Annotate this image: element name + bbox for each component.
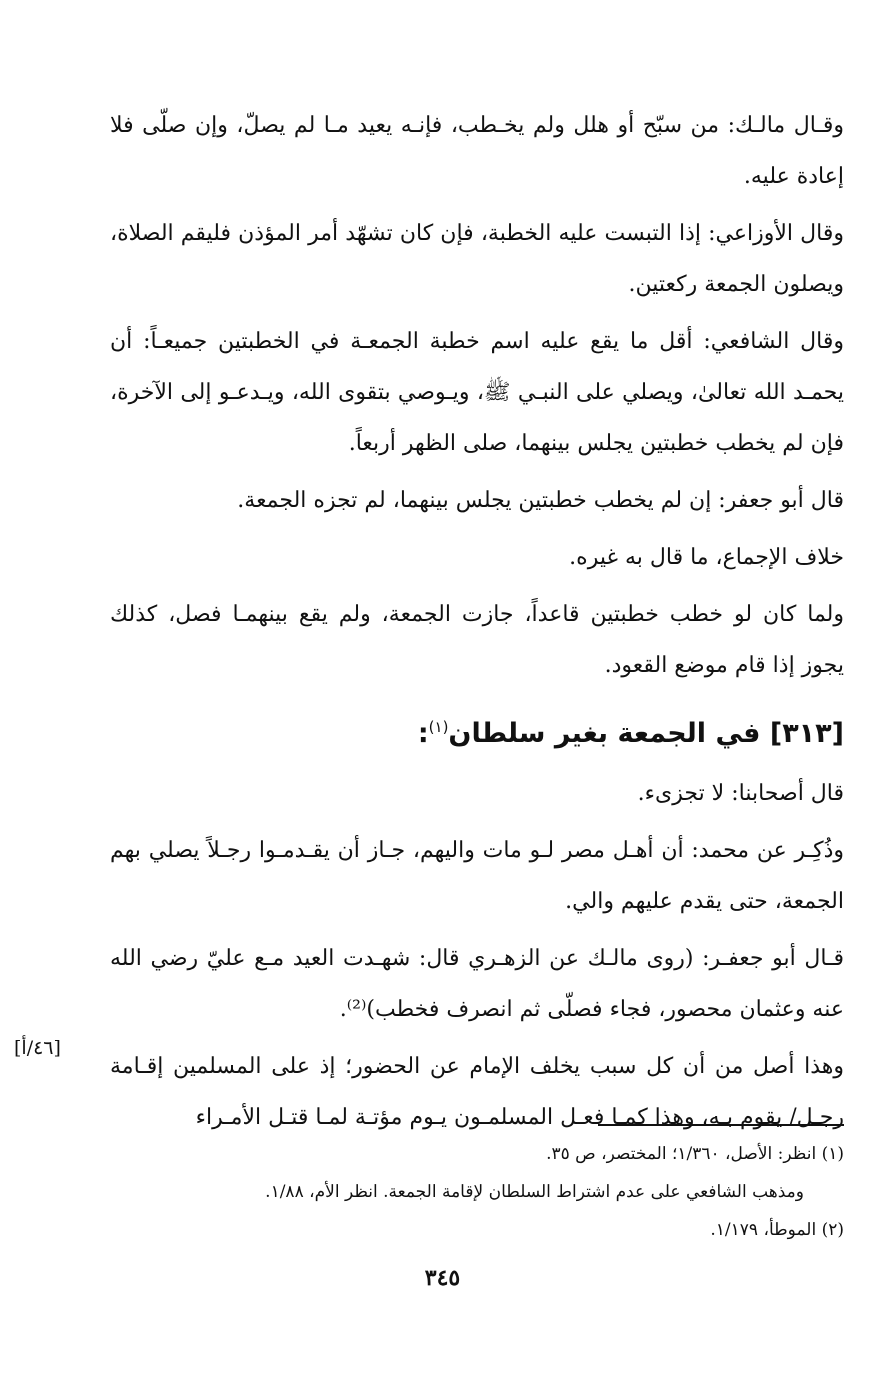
heading-footnote-ref: (١) xyxy=(428,718,449,736)
footnote-divider xyxy=(598,1124,844,1126)
footnote-2: (٢) الموطأ، ١/١٧٩. xyxy=(710,1220,844,1240)
heading-suffix: : xyxy=(417,718,429,749)
paragraph-sitting: ولما كان لو خطب خطبتين قاعداً، جازت الجمعة، ولم يقع بينهمـا فصل، كذلك يجوز إذا قام موضع القعود. xyxy=(110,602,844,678)
section-number: [٣١٣] xyxy=(769,718,844,749)
paragraph-abu-jafar: قال أبو جعفر: إن لم يخطب خطبتين يجلس بينهما، لم تجزه الجمعة. xyxy=(237,488,844,513)
paragraph-principle: وهذا أصل من أن كل سبب يخلف الإمام عن الحضور؛ إذ على المسلمين إقـامة رجـل/ يقوم بـه، وهذا كمـا فعـل المسلمـون يـوم مؤتـة لمـا قتـل الأمـراء xyxy=(110,1054,844,1130)
paragraph-ashabuna: قال أصحابنا: لا تجزىء. xyxy=(637,781,844,806)
paragraph-malik: وقـال مالـك: من سبّح أو هلل ولم يخـطب، فإنـه يعيد مـا لم يصلّ، وإن صلّى فلا إعادة عليه. xyxy=(110,113,844,189)
paragraph-ijma: خلاف الإجماع، ما قال به غيره. xyxy=(569,545,844,570)
footnote-1-continuation: ومذهب الشافعي على عدم اشتراط السلطان لإقامة الجمعة. انظر الأم، ١/٨٨. xyxy=(265,1182,804,1202)
paragraph-awzai: وقال الأوزاعي: إذا التبست عليه الخطبة، فإن كان تشهّد أمر المؤذن فليقم الصلاة، ويصلون الجمعة ركعتين. xyxy=(110,221,844,297)
main-text xyxy=(110,100,844,1149)
paragraph-zuhri: قـال أبو جعفـر: (روى مالـك عن الزهـري قال: شهـدت العيد مـع عليّ رضي الله عنه وعثمان محصور، فجاء فصلّى ثم انصرف فخطب)⁽²⁾. xyxy=(110,946,844,1022)
page-number: ٣٤٥ xyxy=(424,1265,461,1291)
footnotes xyxy=(110,1135,844,1249)
section-heading xyxy=(110,701,844,760)
paragraph-shafii: وقال الشافعي: أقل ما يقع عليه اسم خطبة الجمعـة في الخطبتين جميعـاً: أن يحمـد الله تعالىٰ، ويصلي على النبـي ﷺ، ويـوصي بتقوى الله، ويـدعـو إلى الآخرة، فإن لم يخطب خطبتين يجلس بينهما، صلى الظهر أربعاً. xyxy=(110,329,844,456)
footnote-1: (١) انظر: الأصل، ١/٣٦٠؛ المختصر، ص ٣٥. xyxy=(546,1144,844,1164)
section-title: في الجمعة بغير سلطان xyxy=(448,718,761,749)
manuscript-folio-marker: [٤٦/أ] xyxy=(14,1037,61,1059)
paragraph-muhammad: وذُكِـر عن محمد: أن أهـل مصر لـو مات واليهم، جـاز أن يقـدمـوا رجـلاً يصلي بهم الجمعة، حتى يقدم عليهم والي. xyxy=(110,838,844,914)
